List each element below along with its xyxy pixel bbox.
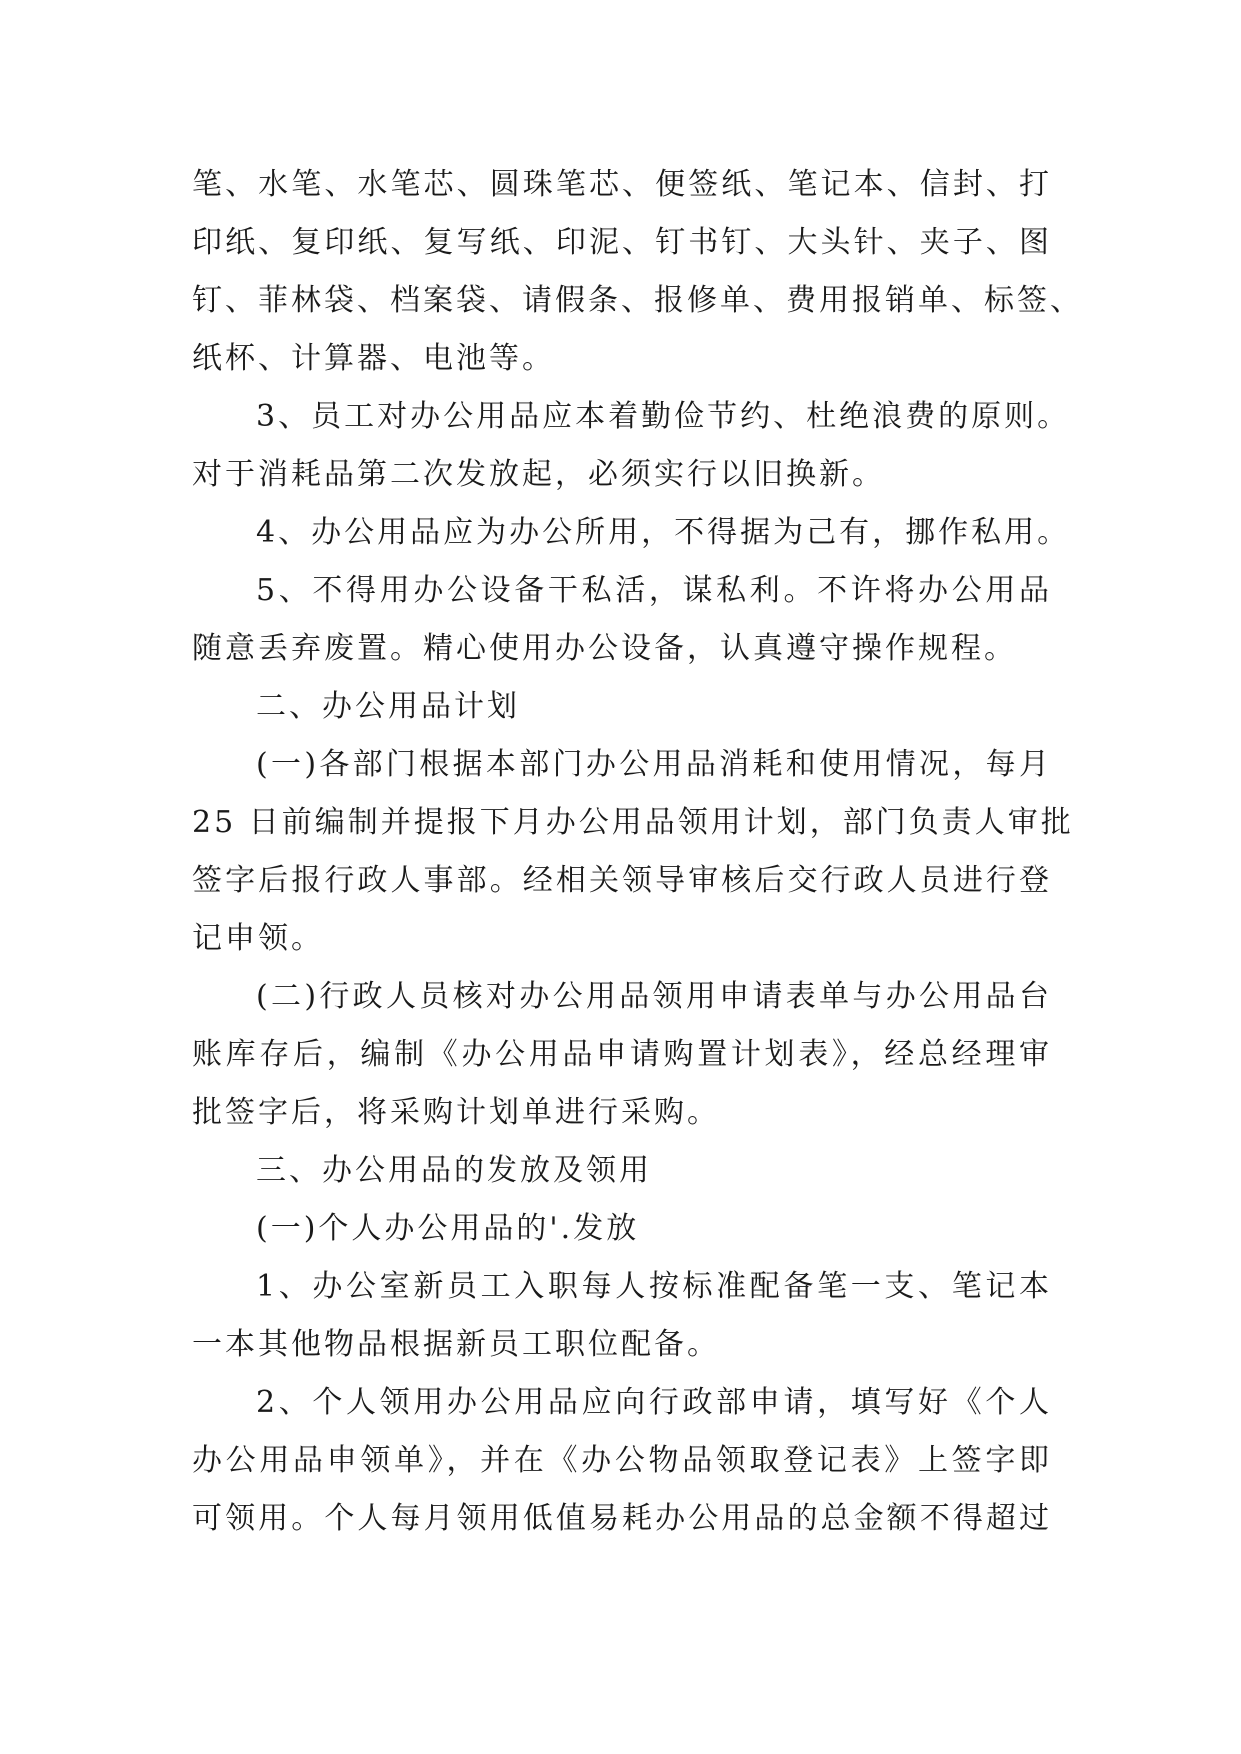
body-line: 3、员工对办公用品应本着勤俭节约、杜绝浪费的原则。 [256, 399, 1071, 434]
body-line: 可领用。个人每月领用低值易耗办公用品的总金额不得超过 [192, 1501, 1052, 1536]
document-body [192, 156, 1083, 1548]
body-line: 5、不得用办公设备干私活，谋私利。不许将办公用品 [256, 573, 1052, 608]
body-line: 25 日前编制并提报下月办公用品领用计划，部门负责人审批 [192, 805, 1074, 840]
body-line: (一)各部门根据本部门办公用品消耗和使用情况，每月 [256, 747, 1052, 782]
body-line: 对于消耗品第二次发放起，必须实行以旧换新。 [192, 457, 885, 492]
body-line: 一本其他物品根据新员工职位配备。 [192, 1327, 720, 1362]
body-line: 1、办公室新员工入职每人按标准配备笔一支、笔记本 [256, 1269, 1052, 1304]
body-line: 账库存后，编制《办公用品申请购置计划表》，经总经理审 [192, 1037, 1052, 1072]
section-heading: 二、办公用品计划 [256, 689, 520, 724]
body-line: 签字后报行政人事部。经相关领导审核后交行政人员进行登 [192, 863, 1052, 898]
body-line: 记申领。 [192, 921, 324, 956]
body-line: (二)行政人员核对办公用品领用申请表单与办公用品台 [256, 979, 1052, 1014]
section-heading: 三、办公用品的发放及领用 [256, 1153, 652, 1188]
body-line: 随意丢弃废置。精心使用办公设备，认真遵守操作规程。 [192, 631, 1017, 666]
body-line: 笔、水笔、水笔芯、圆珠笔芯、便签纸、笔记本、信封、打 [192, 167, 1052, 202]
body-line: 办公用品申领单》，并在《办公物品领取登记表》上签字即 [192, 1443, 1052, 1478]
body-line: 4、办公用品应为办公所用，不得据为己有，挪作私用。 [256, 515, 1071, 550]
subsection-heading: (一)个人办公用品的'.发放 [256, 1211, 640, 1246]
body-line: 钉、菲林袋、档案袋、请假条、报修单、费用报销单、标签、 [192, 283, 1083, 318]
body-line: 2、个人领用办公用品应向行政部申请，填写好《个人 [256, 1385, 1052, 1420]
body-line: 批签字后，将采购计划单进行采购。 [192, 1095, 720, 1130]
body-line: 印纸、复印纸、复写纸、印泥、钉书钉、大头针、夹子、图 [192, 225, 1052, 260]
body-line: 纸杯、计算器、电池等。 [192, 341, 555, 376]
